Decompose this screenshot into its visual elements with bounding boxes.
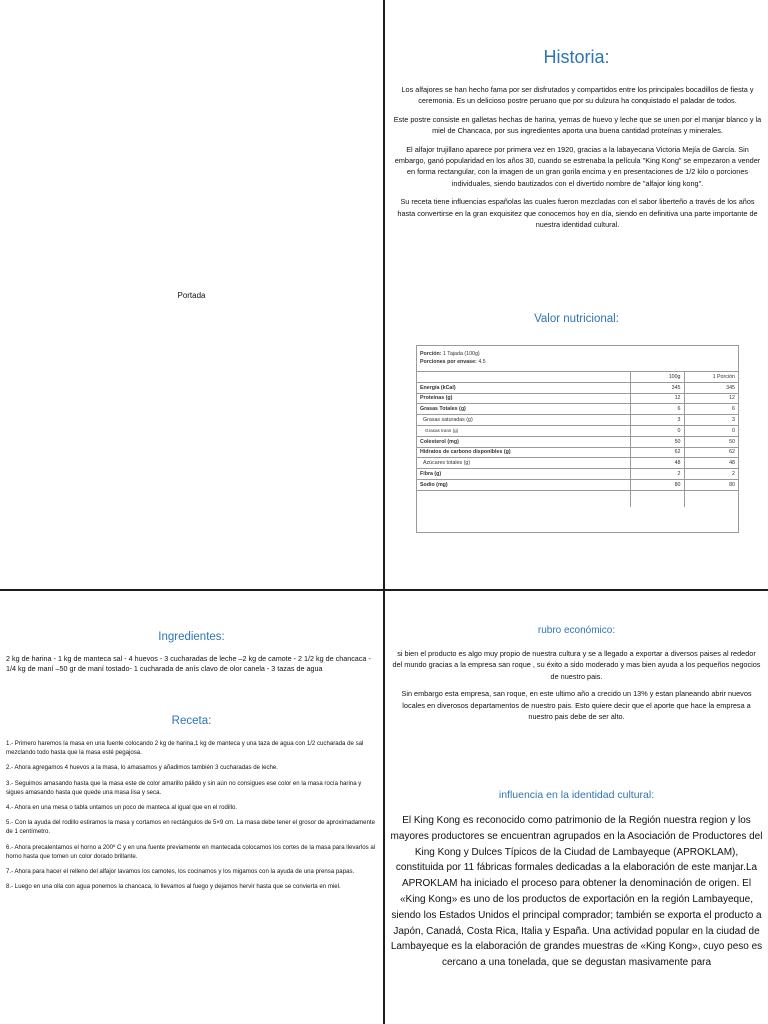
row-value-100g: 62	[630, 447, 684, 458]
recipe-title: Receta:	[171, 715, 212, 727]
row-value-100g: 345	[630, 382, 684, 393]
table-header-row	[417, 372, 738, 383]
row-label: Energía (kCal)	[417, 382, 630, 393]
row-value-portion: 50	[684, 436, 738, 447]
recipe-step: 4.- Ahora en una mesa o tabla untamos un poco de manteca al igual que en el rodillo.	[6, 804, 238, 812]
ingredients-text: 2 kg de harina - 1 kg de manteca sal - 4 huevos - 3 cucharadas de leche –2 kg de camote - 2 1/2 kg de chancaca - 1/4 kg de maní –50 gr de maní tostado- 1 cucharada de anís clavo de olor canela - 3 tazas de agua	[6, 654, 371, 674]
portion-value: 1 Tajada (100g)	[442, 351, 480, 357]
recipe-step: 5.- Con la ayuda del rodillo estiramos la masa y cortamos en rectángulos de 5×9 cm. La masa debe tener el grosor de aproximadamente de 1 centímetro.	[6, 819, 376, 836]
row-value-100g: 48	[630, 458, 684, 469]
row-label: Hidratos de carbono disponibles (g)	[417, 447, 630, 458]
table-row	[417, 393, 738, 404]
table-row-empty	[417, 490, 738, 507]
recipe-page	[0, 591, 383, 1024]
row-value-100g: 12	[630, 393, 684, 404]
history-paragraph: Los alfajores se han hecho fama por ser disfrutados y compartidos entre los principales bocadillos de fiesta y ceremonia. Es un delicioso postre peruano que por su dulzura ha conquistado el paladar de todos.	[401, 85, 754, 106]
recipe-step: 1.- Primero haremos la masa en una fuente colocando 2 kg de harina,1 kg de manteca y una taza de agua con 1/2 cucharada de sal mezclando todo hasta que la masa esté pegajosa.	[6, 740, 364, 757]
row-value-100g: 6	[630, 404, 684, 415]
table-row	[417, 425, 738, 436]
row-value-portion: 80	[684, 479, 738, 490]
row-label: Grasas Totales (g)	[417, 404, 630, 415]
history-body	[391, 84, 764, 237]
economic-paragraph: Sin embargo esta empresa, san roque, en este ultimo año a crecido un 13% y estan planeando abrir nuevos locales en diverosos departamentos de nuestro pais. Esto quiere decir que el aporte que hace la empresa a nuestro pais debe de ser alto.	[401, 689, 752, 722]
history-paragraph: El alfajor trujillano aparece por primera vez en 1920, gracias a la labayecana Victoria Mejía de García. Sin embargo, ganó popularidad en los años 30, cuando se estrenaba la película "King Kong" se empezaron a vender en forma rectangular, con la imagen de un gran gorila encima y en presentaciones de 1/2 kilo o porciones individuales, siendo bautizados con el divertido nombre de "alfajor king kong".	[394, 144, 761, 188]
cultural-title: influencia en la identidad cultural:	[498, 789, 655, 801]
recipe-step: 6.- Ahora precalentamos el horno a 200º C y en una fuente previamente en mantecada colocamos los cortes de la masa para llevarlos al horno hasta que tomen un color dorado brillante.	[6, 843, 376, 860]
ingredients-title: Ingredientes:	[158, 631, 225, 643]
economic-paragraph: si bien el producto es algo muy propio de nuestra cultura y se a llegado a exportar a diversos paises al rededor del mundo gracias a la empresa san roque , su éxito a sido moderado y mas bien ayuda a los pequeños negocios de nuestro pais.	[392, 649, 761, 681]
nutrition-table	[416, 345, 739, 533]
empty-cell	[684, 490, 738, 507]
servings-value: 4.5	[478, 359, 486, 365]
table-row	[417, 469, 738, 480]
row-label: Colesterol (mg)	[417, 436, 630, 447]
page-divider-vertical	[383, 0, 385, 1024]
row-value-100g: 50	[630, 436, 684, 447]
row-label: Grasas trans (g)	[417, 425, 630, 436]
cover-page	[0, 0, 383, 589]
history-paragraph: Este postre consiste en galletas hechas de harina, yemas de huevo y leche que se unen por el manjar blanco y la miel de Chancaca, por sus ingredientes aporta una buena cantidad proteínas y minerales.	[393, 114, 762, 136]
table-row	[417, 436, 738, 447]
row-value-100g: 0	[630, 425, 684, 436]
column-header-100g: 100g	[630, 372, 684, 383]
row-value-portion: 12	[684, 393, 738, 404]
nutrition-header	[417, 346, 738, 371]
row-value-portion: 48	[684, 458, 738, 469]
row-label: Fibra (g)	[417, 469, 630, 480]
recipe-step: 2.- Ahora agregamos 4 huevos a la masa, lo amasamos y añadimos también 3 cucharadas de leche.	[6, 764, 279, 772]
empty-cell	[417, 490, 630, 507]
economic-body	[392, 648, 761, 728]
table-row	[417, 447, 738, 458]
table-row	[417, 415, 738, 426]
table-header-blank	[417, 372, 630, 383]
row-value-portion: 345	[684, 382, 738, 393]
row-value-portion: 62	[684, 447, 738, 458]
cultural-text: El King Kong es reconocido como patrimonio de la Región nuestra region y los mayores productores se encuentran agrupados en la Asociación de Productores del King Kong y Dulces Típicos de la Ciudad de Lambayeque (APROKLAM), constituida por 11 fábricas formales dedicadas a la elaboración de este manjar.La APROKLAM ha iniciado el proceso para obtener la denominación de origen. El «King Kong» es uno de los productos de exportación en la región Lambayeque, siendo los Estados Unidos el principal comprador; también se exporta el producto a Japón, Canadá, Costa Rica, Italia y España. Una actividad popular en la ciudad de Lambayeque es la elaboración de grandes muestras de «King Kong», cuyo peso es cercano a una tonelada, que se degustan masivamente para	[390, 815, 763, 969]
page-divider-horizontal	[0, 589, 768, 591]
history-paragraph: Su receta tiene influencias españolas las cuales fueron mezcladas con el sabor liberteño a través de los años hasta convertirse en la gran exquisitez que conocemos hoy en día, siendo en definitiva una parte importante de nuestra identidad cultural.	[397, 197, 758, 230]
row-label: Sodio (mg)	[417, 479, 630, 490]
portion-label: Porción:	[420, 351, 442, 357]
history-title: Historia:	[543, 47, 610, 67]
row-value-100g: 3	[630, 415, 684, 426]
history-page	[385, 0, 768, 589]
empty-cell	[630, 490, 684, 507]
row-value-100g: 2	[630, 469, 684, 480]
table-row	[417, 458, 738, 469]
cover-label: Portada	[177, 291, 206, 300]
row-value-portion: 2	[684, 469, 738, 480]
row-value-portion: 6	[684, 404, 738, 415]
table-row	[417, 479, 738, 490]
column-header-portion: 1 Porción	[684, 372, 738, 383]
economy-page	[385, 591, 768, 1024]
recipe-step: 7.- Ahora para hacer el relleno del alfajor lavamos los camotes, los cocinamos y los migamos con la ayuda de una prensa papas.	[6, 868, 355, 876]
row-label: Proteínas (g)	[417, 393, 630, 404]
nutrition-title: Valor nutricional:	[534, 313, 619, 325]
row-value-portion: 3	[684, 415, 738, 426]
row-value-portion: 0	[684, 425, 738, 436]
table-row	[417, 404, 738, 415]
table-row	[417, 382, 738, 393]
row-label: Grasas saturadas (g)	[417, 415, 630, 426]
row-value-100g: 80	[630, 479, 684, 490]
recipe-steps	[6, 739, 378, 897]
servings-label: Porciones por envase:	[420, 359, 477, 365]
recipe-step: 3.- Seguimos amasando hasta que la masa este de color amarillo pálido y sin aún no consigues ese color en la masa rocía harina y sigues amasando hasta que quede una masa lisa y seca.	[6, 779, 362, 796]
row-label: Azúcares totales (g)	[417, 458, 630, 469]
nutrition-grid	[417, 371, 738, 507]
economic-title: rubro económico:	[537, 625, 616, 636]
recipe-step: 8.- Luego en una olla con agua ponemos la chancaca, lo llevamos al fuego y dejamos hervir hasta que se convierta en miel.	[6, 883, 341, 891]
